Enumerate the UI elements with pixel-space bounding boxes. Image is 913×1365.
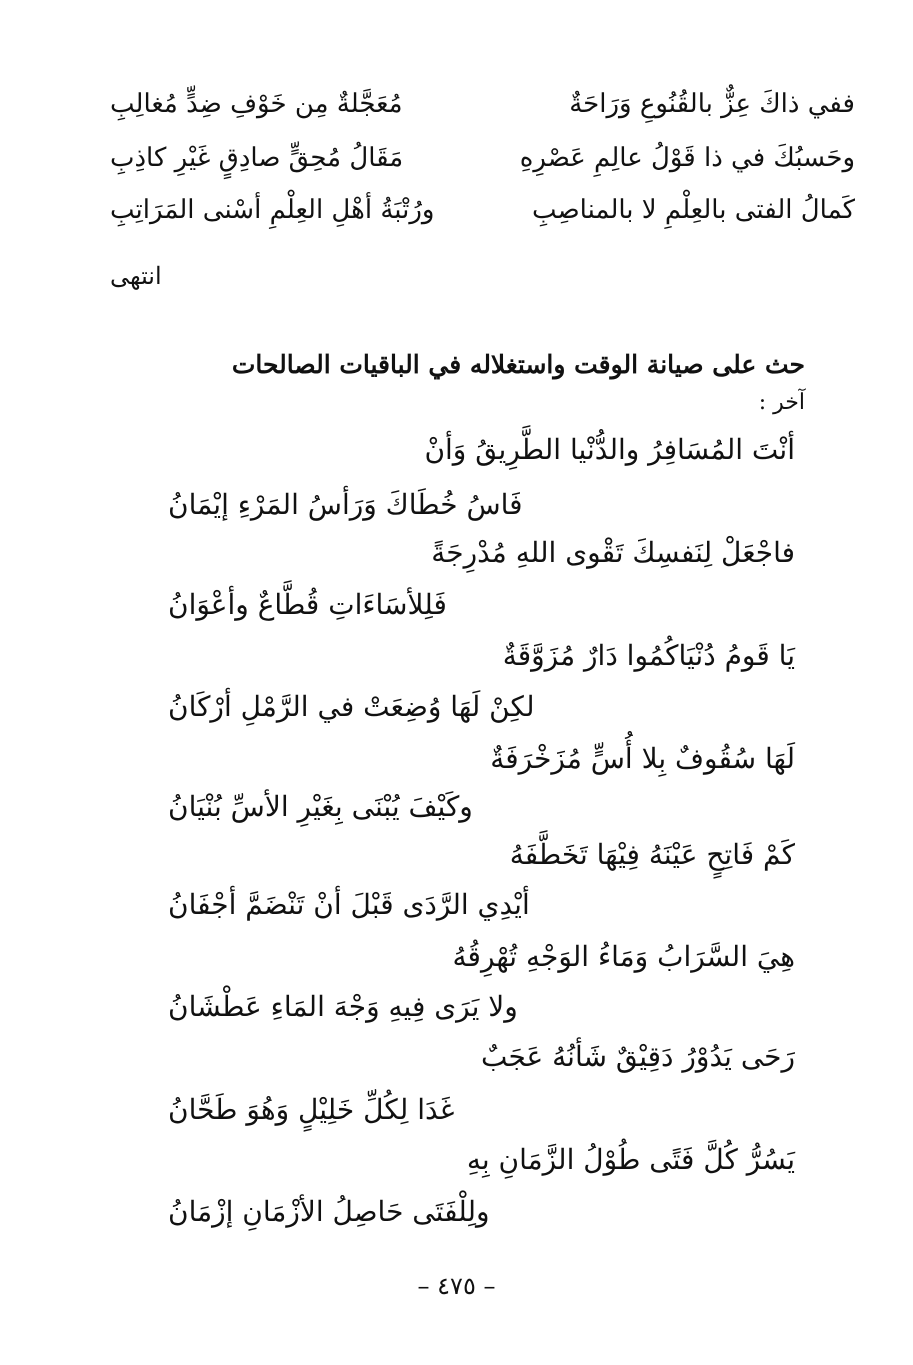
verse-row-1 xyxy=(110,82,855,130)
closing-word: انتهى xyxy=(110,262,162,290)
poem-line-13: رَحَى يَدُوْرُ دَقِيْقٌ شَأنُهُ عَجَبٌ xyxy=(480,1040,795,1073)
poem-line-4: فَلِلأسَاءَاتِ قُطَّاعٌ وأعْوَانُ xyxy=(168,588,447,621)
poem-line-5: يَا قَومُ دُنْيَاكُمُوا دَارٌ مُزَوَّقَةٌ xyxy=(502,639,795,672)
poem-line-2: فَاسُ خُطَاكَ وَرَأسُ المَرْءِ إيْمَانُ xyxy=(168,488,523,521)
verse-1-first-hemistich: ففي ذاكَ عِزٌّ بالقُنُوعِ وَرَاحَةٌ xyxy=(569,89,855,119)
poem-line-15: يَسُرُّ كُلَّ فَتًى طُوْلُ الزَّمَانِ بِهِ xyxy=(466,1143,795,1176)
poem-line-16: ولِلْفَتَى حَاصِلُ الأزْمَانِ إزْمَانُ xyxy=(168,1195,490,1228)
verse-3-second-hemistich: ورُتْبَةُ أهْلِ العِلْمِ أسْنى المَرَاتِبِ xyxy=(110,195,435,225)
verse-2-first-hemistich: وحَسبُكَ في ذا قَوْلُ عالِمِ عَصْرِهِ xyxy=(519,143,855,173)
poem-line-12: ولا يَرَى فِيهِ وَجْهَ المَاءِ عَطْشَانُ xyxy=(168,990,518,1023)
poem-line-11: هِيَ السَّرَابُ وَمَاءُ الوَجْهِ تُهْرِقُهُ xyxy=(452,940,795,973)
poem-line-14: غَدَا لِكُلِّ خَلِيْلٍ وَهُوَ طَحَّانُ xyxy=(168,1093,455,1126)
poem-line-9: كَمْ فَاتِحٍ عَيْنَهُ فِيْهَا تَخَطَّفَهُ xyxy=(509,838,795,871)
verse-1-second-hemistich: مُعَجَّلةٌ مِن خَوْفِ ضِدٍّ مُغالِبِ xyxy=(110,89,403,119)
poem-attribution: آخر : xyxy=(758,390,805,415)
section-title: حث على صيانة الوقت واستغلاله في الباقيات الصالحات xyxy=(231,350,805,379)
verse-row-3 xyxy=(110,188,855,236)
poem-line-8: وكَيْفَ يُبْنَى بِغَيْرِ الأسِّ بُنْيَانُ xyxy=(168,790,473,823)
verse-3-first-hemistich: كَمالُ الفتى بالعِلْمِ لا بالمناصِبِ xyxy=(532,195,855,225)
verse-2-second-hemistich: مَقَالُ مُحِقٍّ صادِقٍ غَيْرِ كاذِبِ xyxy=(110,143,404,173)
poem-line-6: لكِنْ لَهَا وُضِعَتْ في الرَّمْلِ أرْكَانُ xyxy=(168,690,535,723)
poem-line-7: لَهَا سُقُوفٌ بِلا أُسٍّ مُزَخْرَفَةٌ xyxy=(490,742,795,775)
poem-line-1: أنْتَ المُسَافِرُ والدُّنْيا الطَّرِيقُ وَأنْ xyxy=(424,433,795,466)
poem-line-10: أيْدِي الرَّدَى قَبْلَ أنْ تَنْضَمَّ أجْفَانُ xyxy=(168,888,530,921)
verse-row-2 xyxy=(110,136,855,184)
page-number: – ٤٧٥ – xyxy=(417,1272,496,1300)
poem-line-3: فاجْعَلْ لِنَفسِكَ تَقْوى اللهِ مُدْرِجَةً xyxy=(431,536,795,569)
